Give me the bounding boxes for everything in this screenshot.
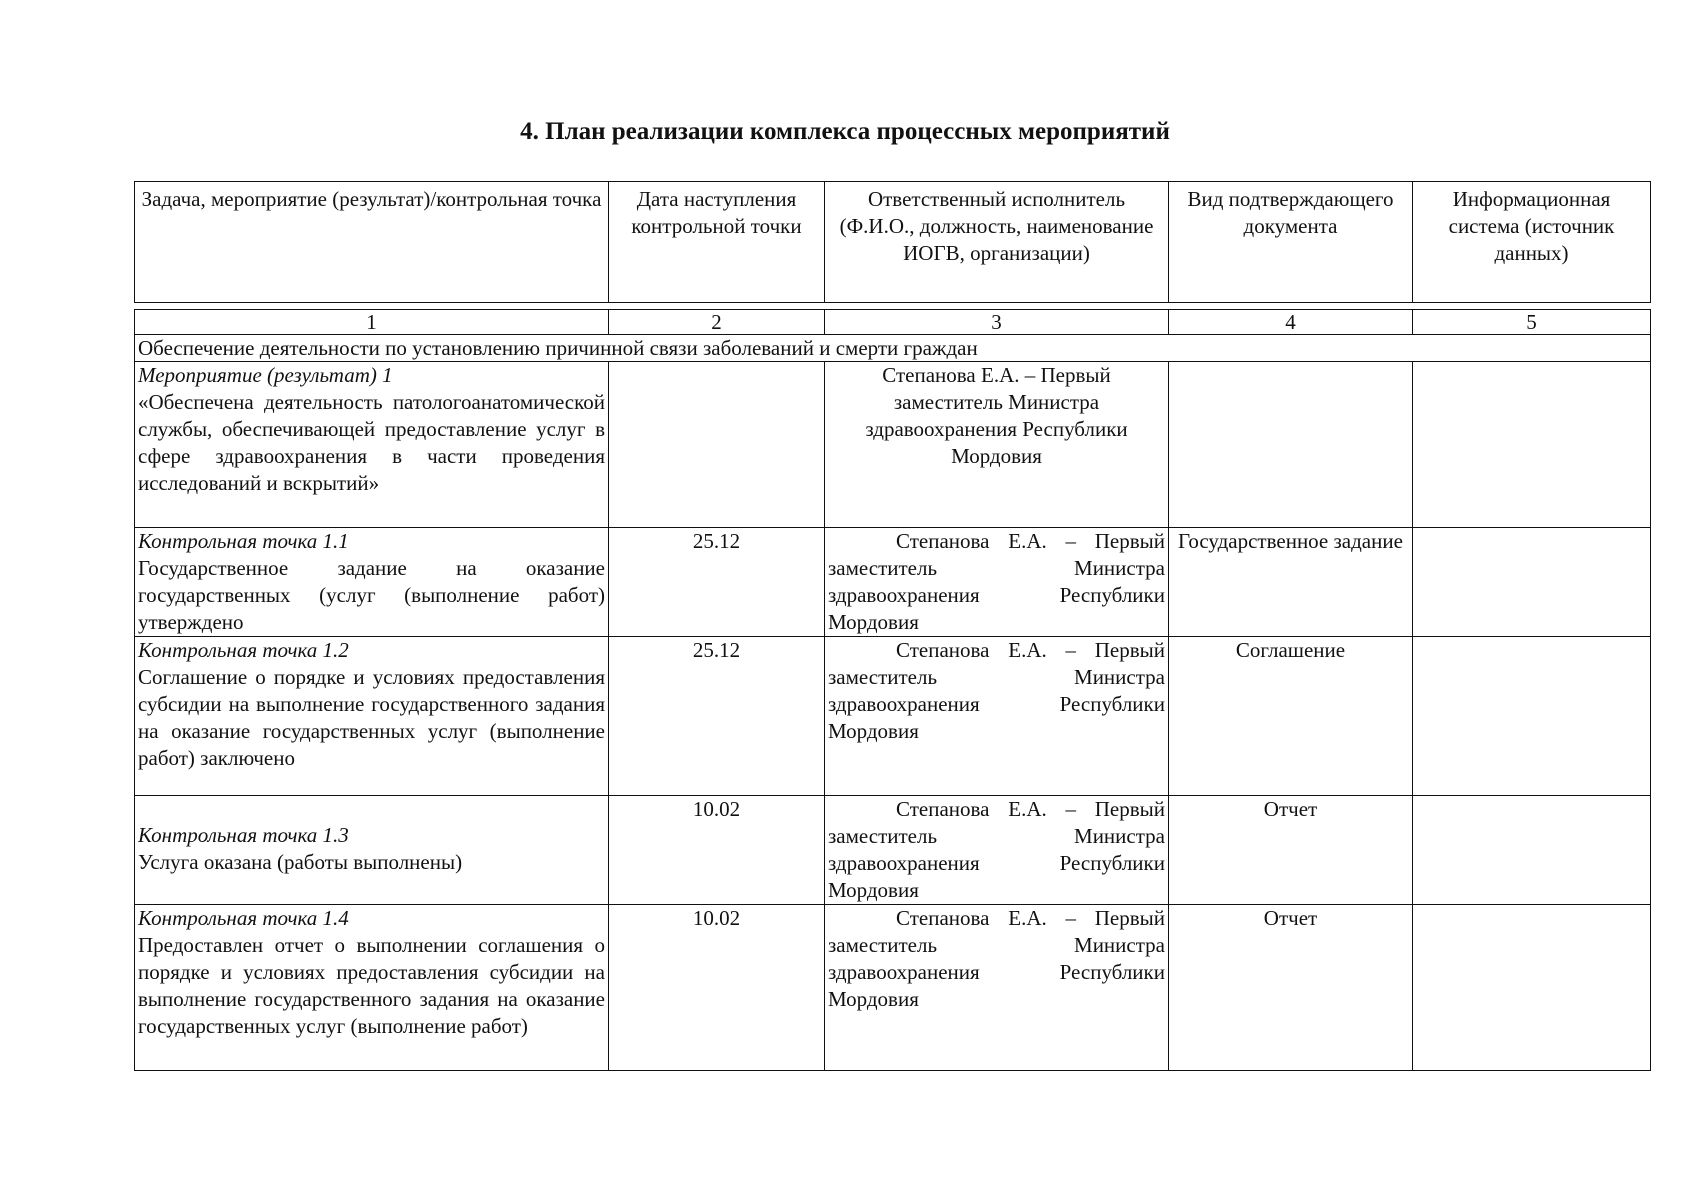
task-description: Услуга оказана (работы выполнены) [138, 850, 463, 874]
date-cell: 10.02 [609, 796, 825, 905]
date-cell: 10.02 [609, 905, 825, 1071]
responsible-cell: Степанова Е.А. – Первый заместитель Министра здравоохранения Республики Мордовия [825, 528, 1169, 637]
section-title: Обеспечение деятельности по установлению причинной связи заболеваний и смерти граждан [135, 335, 1651, 362]
table-row [135, 362, 1651, 528]
table-row [135, 905, 1651, 1071]
header-date: Дата наступления контрольной точки [609, 182, 825, 303]
document-cell: Отчет [1169, 796, 1413, 905]
table-row [135, 528, 1651, 637]
task-description: Предоставлен отчет о выполнении соглашения о порядке и условиях предоставления субсидии на выполнение государственного задания на оказание государственных услуг (выполнение работ) [138, 933, 605, 1038]
document-cell: Государственное задание [1169, 528, 1413, 637]
task-kind: Мероприятие (результат) 1 [138, 363, 393, 387]
column-number: 2 [609, 310, 825, 335]
system-cell [1413, 528, 1651, 637]
column-number: 4 [1169, 310, 1413, 335]
document-cell [1169, 362, 1413, 528]
task-description: Соглашение о порядке и условиях предоставления субсидии на выполнение государственного задания на оказание государственных услуг (выполнение работ) заключено [138, 665, 605, 770]
date-cell: 25.12 [609, 637, 825, 796]
task-cell [135, 905, 609, 1071]
table-row [135, 637, 1651, 796]
task-kind: Контрольная точка 1.3 [138, 823, 349, 847]
responsible-cell: Степанова Е.А. – Первый заместитель Министра здравоохранения Республики Мордовия [825, 796, 1169, 905]
header-system: Информационная система (источник данных) [1413, 182, 1651, 303]
task-description: «Обеспечена деятельность патологоанатомической службы, обеспечивающей предоставление услуг в сфере здравоохранения в части проведения исследований и вскрытий» [138, 390, 605, 495]
date-cell [609, 362, 825, 528]
header-document: Вид подтверждающего документа [1169, 182, 1413, 303]
table-row [135, 796, 1651, 905]
system-cell [1413, 637, 1651, 796]
column-number-row [135, 310, 1651, 335]
column-number: 3 [825, 310, 1169, 335]
task-cell [135, 362, 609, 528]
task-cell [135, 796, 609, 905]
responsible-cell: Степанова Е.А. – Первый заместитель Министра здравоохранения Республики Мордовия [825, 905, 1169, 1071]
responsible-cell: Степанова Е.А. – Первый заместитель Министра здравоохранения Республики Мордовия [825, 362, 1169, 528]
header-task: Задача, мероприятие (результат)/контрольная точка [135, 182, 609, 303]
task-description: Государственное задание на оказание государственных (услуг (выполнение работ) утверждено [138, 556, 605, 634]
header-responsible: Ответственный исполнитель (Ф.И.О., должность, наименование ИОГВ, организации) [825, 182, 1169, 303]
plan-table-header [134, 181, 1651, 303]
task-cell [135, 637, 609, 796]
document-cell: Отчет [1169, 905, 1413, 1071]
system-cell [1413, 796, 1651, 905]
column-number: 5 [1413, 310, 1651, 335]
task-kind: Контрольная точка 1.1 [138, 529, 349, 553]
section-row [135, 335, 1651, 362]
plan-table [134, 309, 1651, 1071]
responsible-cell: Степанова Е.А. – Первый заместитель Министра здравоохранения Республики Мордовия [825, 637, 1169, 796]
system-cell [1413, 362, 1651, 528]
date-cell: 25.12 [609, 528, 825, 637]
task-kind: Контрольная точка 1.2 [138, 638, 349, 662]
document-cell: Соглашение [1169, 637, 1413, 796]
system-cell [1413, 905, 1651, 1071]
task-cell [135, 528, 609, 637]
column-number: 1 [135, 310, 609, 335]
task-kind: Контрольная точка 1.4 [138, 906, 349, 930]
page-title: 4. План реализации комплекса процессных мероприятий [520, 118, 1170, 145]
